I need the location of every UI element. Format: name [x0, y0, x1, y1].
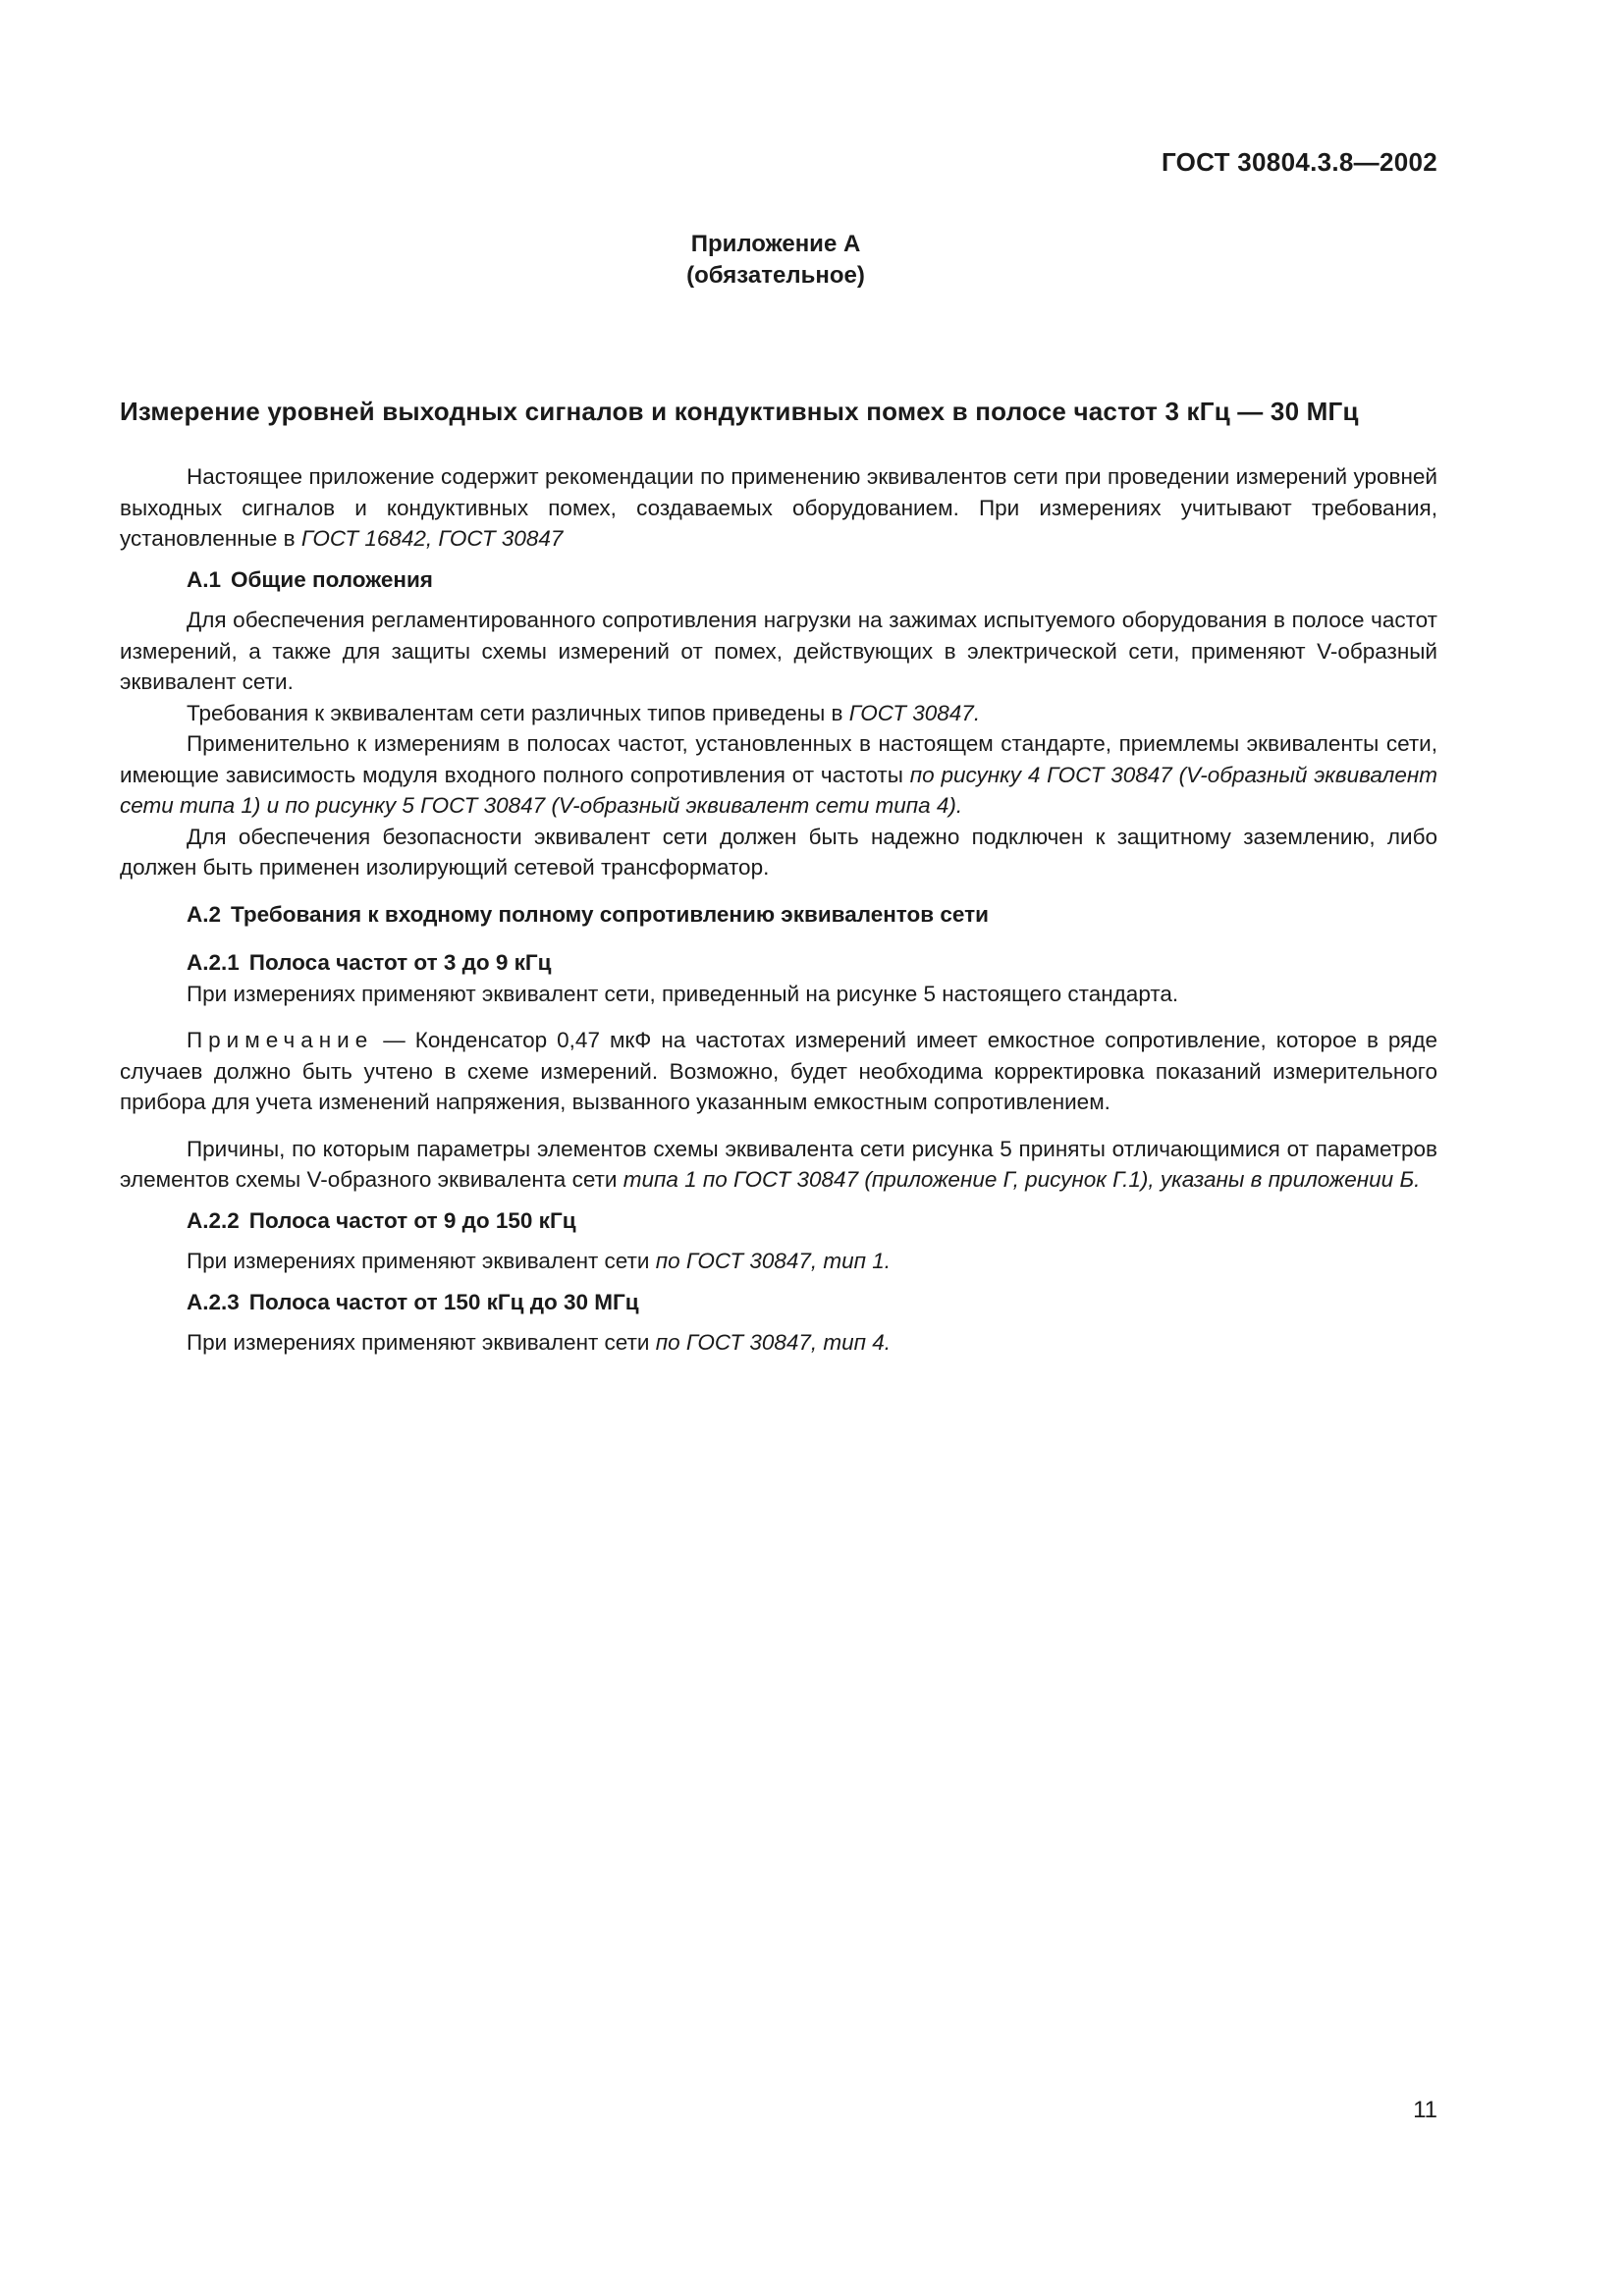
- intro-text: Настоящее приложение содержит рекомендации по применению эквивалентов сети при проведении измерений уровней выходных сигналов и кондуктивных помех, создаваемых оборудованием. При измерениях учитывают требования, установленные в: [120, 464, 1437, 551]
- a1-paragraph-2: [120, 698, 1437, 729]
- paragraph-text: При измерениях применяют эквивалент сети: [187, 1330, 656, 1355]
- section-heading-a21: [120, 947, 1437, 979]
- section-title: Требования к входному полному сопротивлению эквивалентов сети: [231, 901, 989, 927]
- intro-reference: ГОСТ 16842, ГОСТ 30847: [300, 526, 564, 551]
- document-code: ГОСТ 30804.3.8—2002: [1161, 147, 1437, 177]
- paragraph-text: Применительно к измерениям в полосах частот, установленных в настоящем стандарте, приемлемы эквиваленты сети, имеющие зависимость модуля входного полного сопротивления от частоты: [120, 731, 1437, 787]
- section-title: Полоса частот от 3 до 9 кГц: [248, 950, 552, 975]
- section-number: А.2.1: [187, 950, 240, 975]
- paragraph-text: Требования к эквивалентам сети различных типов приведены в: [187, 700, 849, 725]
- section-number: А.2.2: [187, 1207, 240, 1233]
- a21-paragraph-2: [120, 1134, 1437, 1196]
- note-text: — Конденсатор 0,47 мкФ на частотах измерений имеет емкостное сопротивление, которое в ряде случаев должно быть учтено в схеме измерений. Возможно, будет необходима корректировка показаний измерительного прибора для учета изменений напряжения, вызванного указанным емкостным сопротивлением.: [120, 1028, 1437, 1114]
- paragraph-reference: по ГОСТ 30847, тип 4.: [655, 1330, 892, 1355]
- appendix-title: Приложение А: [690, 231, 861, 257]
- appendix-status: (обязательное): [686, 262, 865, 289]
- a21-note: [120, 1025, 1437, 1118]
- section-title: Общие положения: [231, 566, 433, 592]
- paragraph-text: При измерениях применяют эквивалент сети: [187, 1249, 656, 1273]
- section-number: А.2.3: [187, 1289, 240, 1314]
- section-heading-a22: [120, 1205, 1437, 1237]
- a22-paragraph-1: [120, 1246, 1437, 1277]
- a1-paragraph-3: [120, 728, 1437, 822]
- paragraph-reference: по ГОСТ 30847, тип 1.: [655, 1249, 892, 1273]
- section-heading-a23: [120, 1287, 1437, 1318]
- paragraph-reference: ГОСТ 30847.: [848, 700, 981, 725]
- paragraph-reference: по рисунку 4 ГОСТ 30847 (V-образный эквивалент сети типа 1) и по рисунку 5 ГОСТ 30847 (V-образный эквивалент сети типа 4).: [120, 762, 1437, 818]
- note-label: Примечание: [187, 1028, 374, 1052]
- a21-paragraph-1: При измерениях применяют эквивалент сети, приведенный на рисунке 5 настоящего стандарта.: [187, 981, 1179, 1006]
- a23-paragraph-1: [120, 1327, 1437, 1359]
- main-title: Измерение уровней выходных сигналов и кондуктивных помех в полосе частот 3 кГц — 30 МГц: [120, 397, 1359, 426]
- appendix-heading: [0, 229, 1551, 292]
- paragraph-text: Причины, по которым параметры элементов схемы эквивалента сети рисунка 5 приняты отличающимися от параметров элементов схемы V-образного эквивалента сети: [120, 1136, 1437, 1192]
- section-title: Полоса частот от 9 до 150 кГц: [248, 1207, 576, 1233]
- section-heading-a2: [120, 899, 1437, 931]
- section-number: А.1: [187, 566, 222, 592]
- page-number: 11: [1413, 2097, 1437, 2123]
- section-number: А.2: [187, 901, 222, 927]
- intro-paragraph: [120, 461, 1437, 555]
- a1-paragraph-1: Для обеспечения регламентированного сопротивления нагрузки на зажимах испытуемого оборудования в полосе частот измерений, а также для защиты схемы измерений от помех, действующих в электрической сети, применяют V-образный эквивалент сети.: [120, 608, 1437, 694]
- section-title: Полоса частот от 150 кГц до 30 МГц: [248, 1289, 639, 1314]
- section-heading-a1: [120, 564, 1437, 596]
- paragraph-reference: типа 1 по ГОСТ 30847 (приложение Г, рисунок Г.1), указаны в приложении Б.: [623, 1167, 1421, 1192]
- document-body: [120, 461, 1437, 1359]
- a1-paragraph-4: Для обеспечения безопасности эквивалент сети должен быть надежно подключен к защитному заземлению, либо должен быть применен изолирующий сетевой трансформатор.: [120, 824, 1437, 880]
